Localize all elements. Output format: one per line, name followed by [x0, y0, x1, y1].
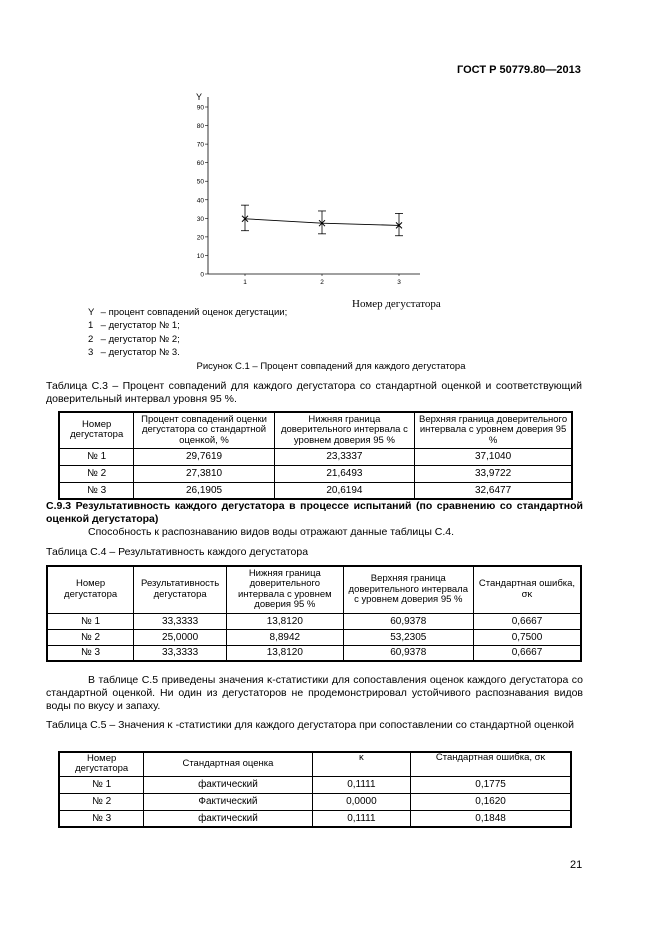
table-header-cell: Нижняя граница доверительного интервала с уровнем доверия 95 %	[274, 412, 414, 448]
table-header-cell: Нижняя граница доверительного интервала с уровнем доверия 95 %	[227, 566, 344, 613]
page-number: 21	[570, 859, 583, 871]
chart-x-axis-label: Номер дегустатора	[352, 298, 441, 310]
table-c3	[58, 411, 573, 500]
table-header-cell: Стандартная ошибка, σκ	[411, 752, 571, 776]
table-header-cell: Стандартная ошибка, σκ	[473, 566, 581, 613]
table-header-cell: Номер дегустатора	[59, 752, 144, 776]
chart-y-tick-label: 60	[196, 160, 204, 168]
legend-item: 2 – дегустатор № 2;	[88, 333, 180, 345]
chart-legend	[88, 306, 287, 359]
kappa-paragraph: В таблице С.5 приведены значения κ-статистики для сопоставления оценок каждого дегустатора со стандартной оценкой. Ни один из дегустаторов не продемонстрировал устойчивого распознавания видов воды по вкусу и запаху.	[46, 674, 583, 712]
figure-caption: Рисунок С.1 – Процент совпадений для каждого дегустатора	[196, 361, 466, 372]
table-row: № 2 25,0000 8,8942 53,2305 0,7500	[47, 629, 581, 645]
chart-y-tick-label: 90	[196, 104, 204, 112]
legend-item: Y – процент совпадений оценок дегустации;	[88, 307, 288, 318]
chart-x-tick-label: 1	[243, 279, 247, 286]
section-heading-c93: С.9.3 Результативность каждого дегустатора в процессе испытаний (по сравнению со стандартной оценкой дегустатора)	[46, 500, 583, 525]
table-header-cell: Стандартная оценка	[144, 752, 312, 776]
table-c5-caption: Таблица С.5 – Значения κ -статистики для каждого дегустатора при сопоставлении со стандартной оценкой	[46, 719, 574, 731]
table-row: № 3 фактический 0,1111 0,1848	[59, 810, 571, 827]
section-c93-text: Способность к распознаванию видов воды отражают данные таблицы С.4.	[88, 526, 455, 538]
legend-item: 3 – дегустатор № 3.	[88, 346, 180, 358]
table-header-cell: κ	[312, 752, 411, 776]
table-header-cell: Верхняя граница доверительного интервала с уровнем доверия 95 %	[343, 566, 473, 613]
table-c4	[46, 565, 582, 662]
chart-y-tick-label: 70	[196, 141, 204, 149]
chart-y-tick-label: 10	[196, 252, 204, 260]
table-row: № 1 29,7619 23,3337 37,1040	[59, 448, 572, 465]
table-c5	[58, 751, 572, 828]
table-row: № 1 фактический 0,1111 0,1775	[59, 776, 571, 793]
table-header-cell: Верхняя граница доверительного интервала с уровнем доверия 95 %	[415, 412, 572, 448]
table-header-cell: Результативность дегустатора	[134, 566, 227, 613]
chart-y-tick-label: 80	[196, 123, 204, 131]
chart-x-tick-label: 3	[397, 279, 401, 286]
chart-y-tick-label: 40	[196, 197, 204, 205]
table-c4-caption: Таблица С.4 – Результативность каждого дегустатора	[46, 546, 309, 558]
chart-y-tick-label: 30	[196, 215, 204, 223]
chart-y-axis-label: Y	[196, 92, 203, 102]
table-row: № 1 33,3333 13,8120 60,9378 0,6667	[47, 613, 581, 629]
chart-x-tick-label: 2	[320, 279, 324, 286]
chart-y-tick-label: 20	[196, 234, 204, 242]
table-header-cell: Номер дегустатора	[47, 566, 134, 613]
percent-match-chart	[188, 88, 428, 298]
document-code: ГОСТ Р 50779.80—2013	[457, 64, 581, 76]
table-header-cell: Процент совпадений оценки дегустатора со стандартной оценкой, %	[134, 412, 274, 448]
table-c3-caption: Таблица С.3 – Процент совпадений для каждого дегустатора со стандартной оценкой и соответствующий доверительный интервал уровня 95 %.	[46, 380, 582, 405]
chart-y-tick-label: 0	[200, 271, 204, 279]
table-row: № 3 26,1905 20,6194 32,6477	[59, 482, 572, 499]
table-header-cell: Номер дегустатора	[59, 412, 134, 448]
chart-y-tick-label: 50	[196, 178, 204, 186]
legend-item: 1 – дегустатор № 1;	[88, 320, 180, 332]
table-row: № 2 Фактический 0,0000 0,1620	[59, 793, 571, 810]
table-row: № 2 27,3810 21,6493 33,9722	[59, 465, 572, 482]
table-row: № 3 33,3333 13,8120 60,9378 0,6667	[47, 645, 581, 661]
